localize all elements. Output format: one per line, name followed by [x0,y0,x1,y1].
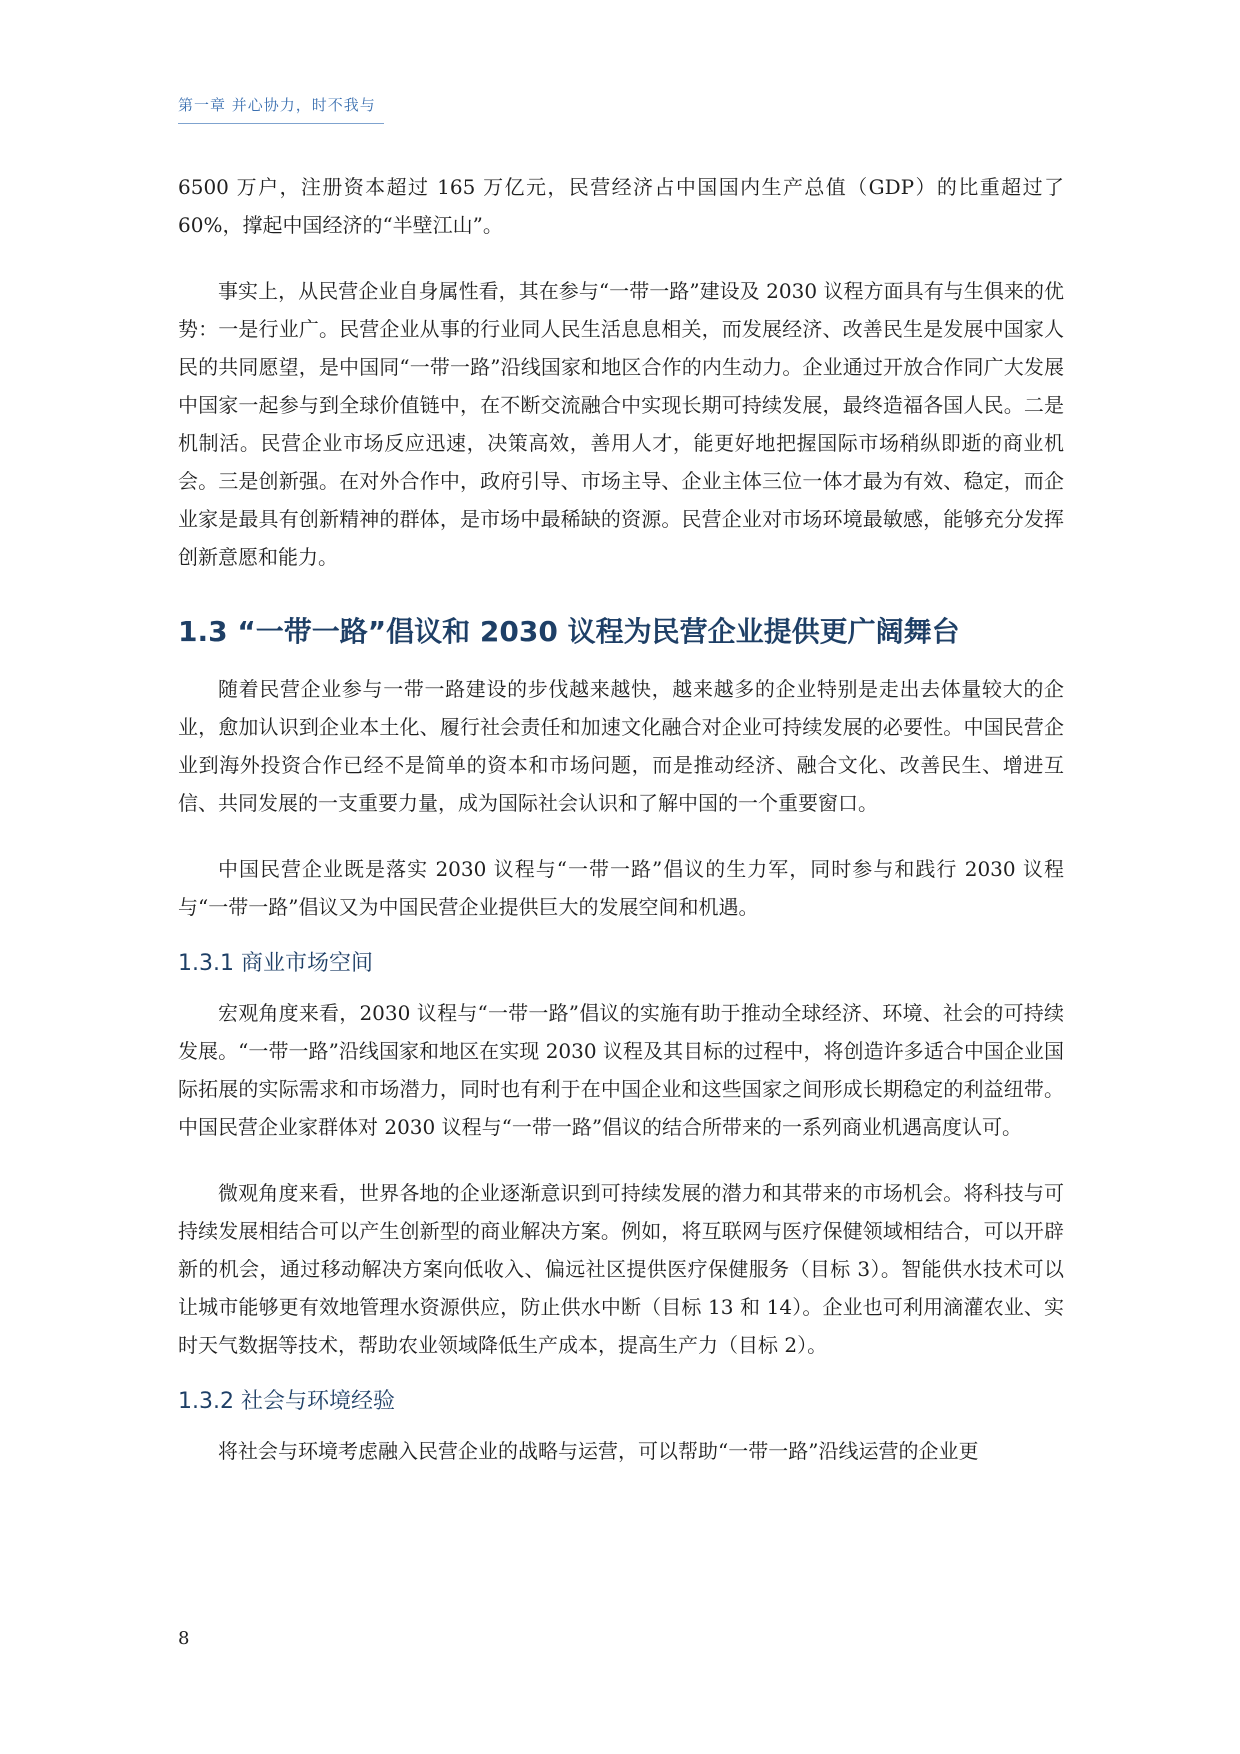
page-body [178,168,1064,1470]
paragraph-localization: 随着民营企业参与一带一路建设的步伐越来越快，越来越多的企业特别是走出去体量较大的企业，愈加认识到企业本土化、履行社会责任和加速文化融合对企业可持续发展的必要性。中国民营企业到海外投资合作已经不是简单的资本和市场问题，而是推动经济、融合文化、改善民生、增进互信、共同发展的一支重要力量，成为国际社会认识和了解中国的一个重要窗口。 [178,677,1064,815]
paragraph-macro-view: 宏观角度来看，2030 议程与“一带一路”倡议的实施有助于推动全球经济、环境、社会的可持续发展。“一带一路”沿线国家和地区在实现 2030 议程及其目标的过程中，将创造许多适合中国企业国际拓展的实际需求和市场潜力，同时也有利于在中国企业和这些国家之间形成长期稳定的利益纽带。中国民营企业家群体对 2030 议程与“一带一路”倡议的结合所带来的一系列商业机遇高度认可。 [178,1001,1064,1139]
paragraph-advantages: 事实上，从民营企业自身属性看，其在参与“一带一路”建设及 2030 议程方面具有与生俱来的优势：一是行业广。民营企业从事的行业同人民生活息息相关，而发展经济、改善民生是发展中国家人民的共同愿望，是中国同“一带一路”沿线国家和地区合作的内生动力。企业通过开放合作同广大发展中国家一起参与到全球价值链中，在不断交流融合中实现长期可持续发展，最终造福各国人民。二是机制活。民营企业市场反应迅速，决策高效，善用人才，能更好地把握国际市场稍纵即逝的商业机会。三是创新强。在对外合作中，政府引导、市场主导、企业主体三位一体才最为有效、稳定，而企业家是最具有创新精神的群体，是市场中最稀缺的资源。民营企业对市场环境最敏感，能够充分发挥创新意愿和能力。 [178,279,1064,569]
paragraph-social-environment: 将社会与环境考虑融入民营企业的战略与运营，可以帮助“一带一路”沿线运营的企业更 [218,1439,979,1463]
paragraph-continuation: 6500 万户，注册资本超过 165 万亿元，民营经济占中国国内生产总值（GDP）的比重超过了 60%，撑起中国经济的“半壁江山”。 [178,175,1064,237]
section-heading-1-3: 1.3 “一带一路”倡议和 2030 议程为民营企业提供更广阔舞台 [178,615,960,648]
paragraph-opportunity: 中国民营企业既是落实 2030 议程与“一带一路”倡议的生力军，同时参与和践行 2030 议程与“一带一路”倡议又为中国民营企业提供巨大的发展空间和机遇。 [178,857,1064,919]
page-number: 8 [178,1628,190,1649]
header-rule [178,123,384,124]
subsection-heading-1-3-2: 1.3.2 社会与环境经验 [178,1389,395,1414]
subsection-heading-1-3-1: 1.3.1 商业市场空间 [178,951,373,976]
running-header: 第一章 并心协力，时不我与 [178,96,376,114]
paragraph-micro-view: 微观角度来看，世界各地的企业逐渐意识到可持续发展的潜力和其带来的市场机会。将科技与可持续发展相结合可以产生创新型的商业解决方案。例如，将互联网与医疗保健领域相结合，可以开辟新的机会，通过移动解决方案向低收入、偏远社区提供医疗保健服务（目标 3）。智能供水技术可以让城市能够更有效地管理水资源供应，防止供水中断（目标 13 和 14）。企业也可利用滴灌农业、实时天气数据等技术，帮助农业领域降低生产成本，提高生产力（目标 2）。 [178,1181,1064,1357]
